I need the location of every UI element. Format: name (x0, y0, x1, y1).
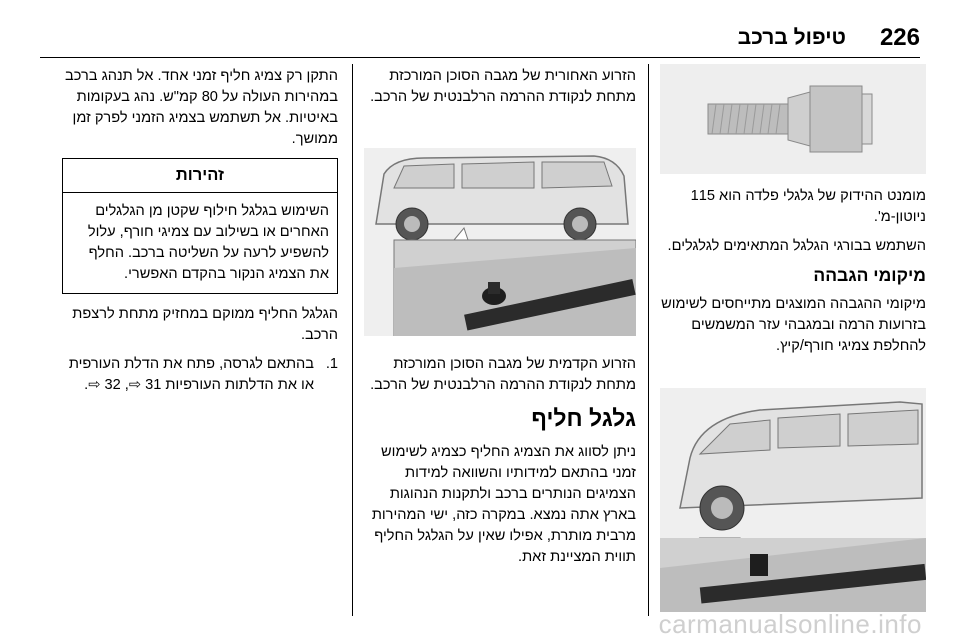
lifting-points-heading: מיקומי הגבהה (813, 265, 926, 285)
section-title: טיפול ברכב (737, 26, 846, 49)
torque-caption: מומנט ההידוק של גלגלי פלדה הוא 115 ניוטון-מ'. (690, 188, 926, 225)
step-number: 1. (325, 356, 338, 372)
lifting-points-text: מיקומי ההגבהה המוצגים מתייחסים לשימוש בזרועות הרמה ובמגבהי עזר המשמשים להחלפת צמיגי חורף/קיץ. (661, 296, 926, 354)
temporary-spare-text: התקן רק צמיג חליף זמני אחד. אל תנהג ברכב במהירות העולה על 80 קמ"ש. נהג בעקומות באיטיות. אל תשתמש בצמיג הזמני לפרק זמן ממושך. (65, 68, 338, 147)
van-front-lifting-point-illustration (660, 388, 926, 612)
rear-arm-caption: הזרוע האחורית של מגבה הסוכן המורכזת מתחת לנקודת ההרמה הרלבנטית של הרכב. (370, 68, 636, 105)
warning-text: השימוש בגלגל חילוף שקטן מן הגלגלים האחרים או בשילוב עם צמיגי חורף, עלול להשפיע לרעה על השליטה ברכב. החלף את הצמיג הנקור בהקדם האפשרי. (87, 203, 329, 282)
warning-title: זהירות (63, 159, 337, 193)
header-rule (40, 57, 920, 58)
page-number: 226 (879, 24, 920, 51)
spare-location-text: הגלגל החליף ממוקם במחזיק מתחת לרצפת הרכב. (72, 306, 338, 343)
van-rear-lifting-point-illustration (364, 148, 636, 336)
wheel-bolts-caption: השתמש בבורגי הגלגל המתאימים לגלגלים. (667, 238, 926, 254)
warning-box (62, 158, 338, 294)
step-text: בהתאם לגרסה, פתח את הדלת העורפית או את הדלתות העורפיות 31 ⇨, 32 ⇨. (68, 356, 314, 393)
front-arm-caption: הזרוע הקדמית של מגבה הסוכן המורכזת מתחת לנקודת ההרמה הרלבנטית של הרכב. (370, 356, 636, 393)
column-divider-left (352, 64, 353, 616)
watermark-text: carmanualsonline.info (658, 609, 922, 639)
wheel-bolt-illustration (660, 64, 926, 174)
spare-wheel-text: ניתן לסווג את הצמיג החליף כצמיג לשימוש זמני בהתאם למידותיו והשוואה למידות הצמיגים הנותרים ברכב ולתקנות הנהוגות בארץ אתה נמצא. במקרה כזה, ישי המהירות מרבית מותרת, אפילו שאין על הגלגל החליף תווית המציינת זאת. (371, 444, 636, 565)
column-divider-right (648, 64, 649, 616)
step-1 (62, 354, 338, 396)
spare-wheel-heading: גלגל חליף (531, 405, 636, 431)
